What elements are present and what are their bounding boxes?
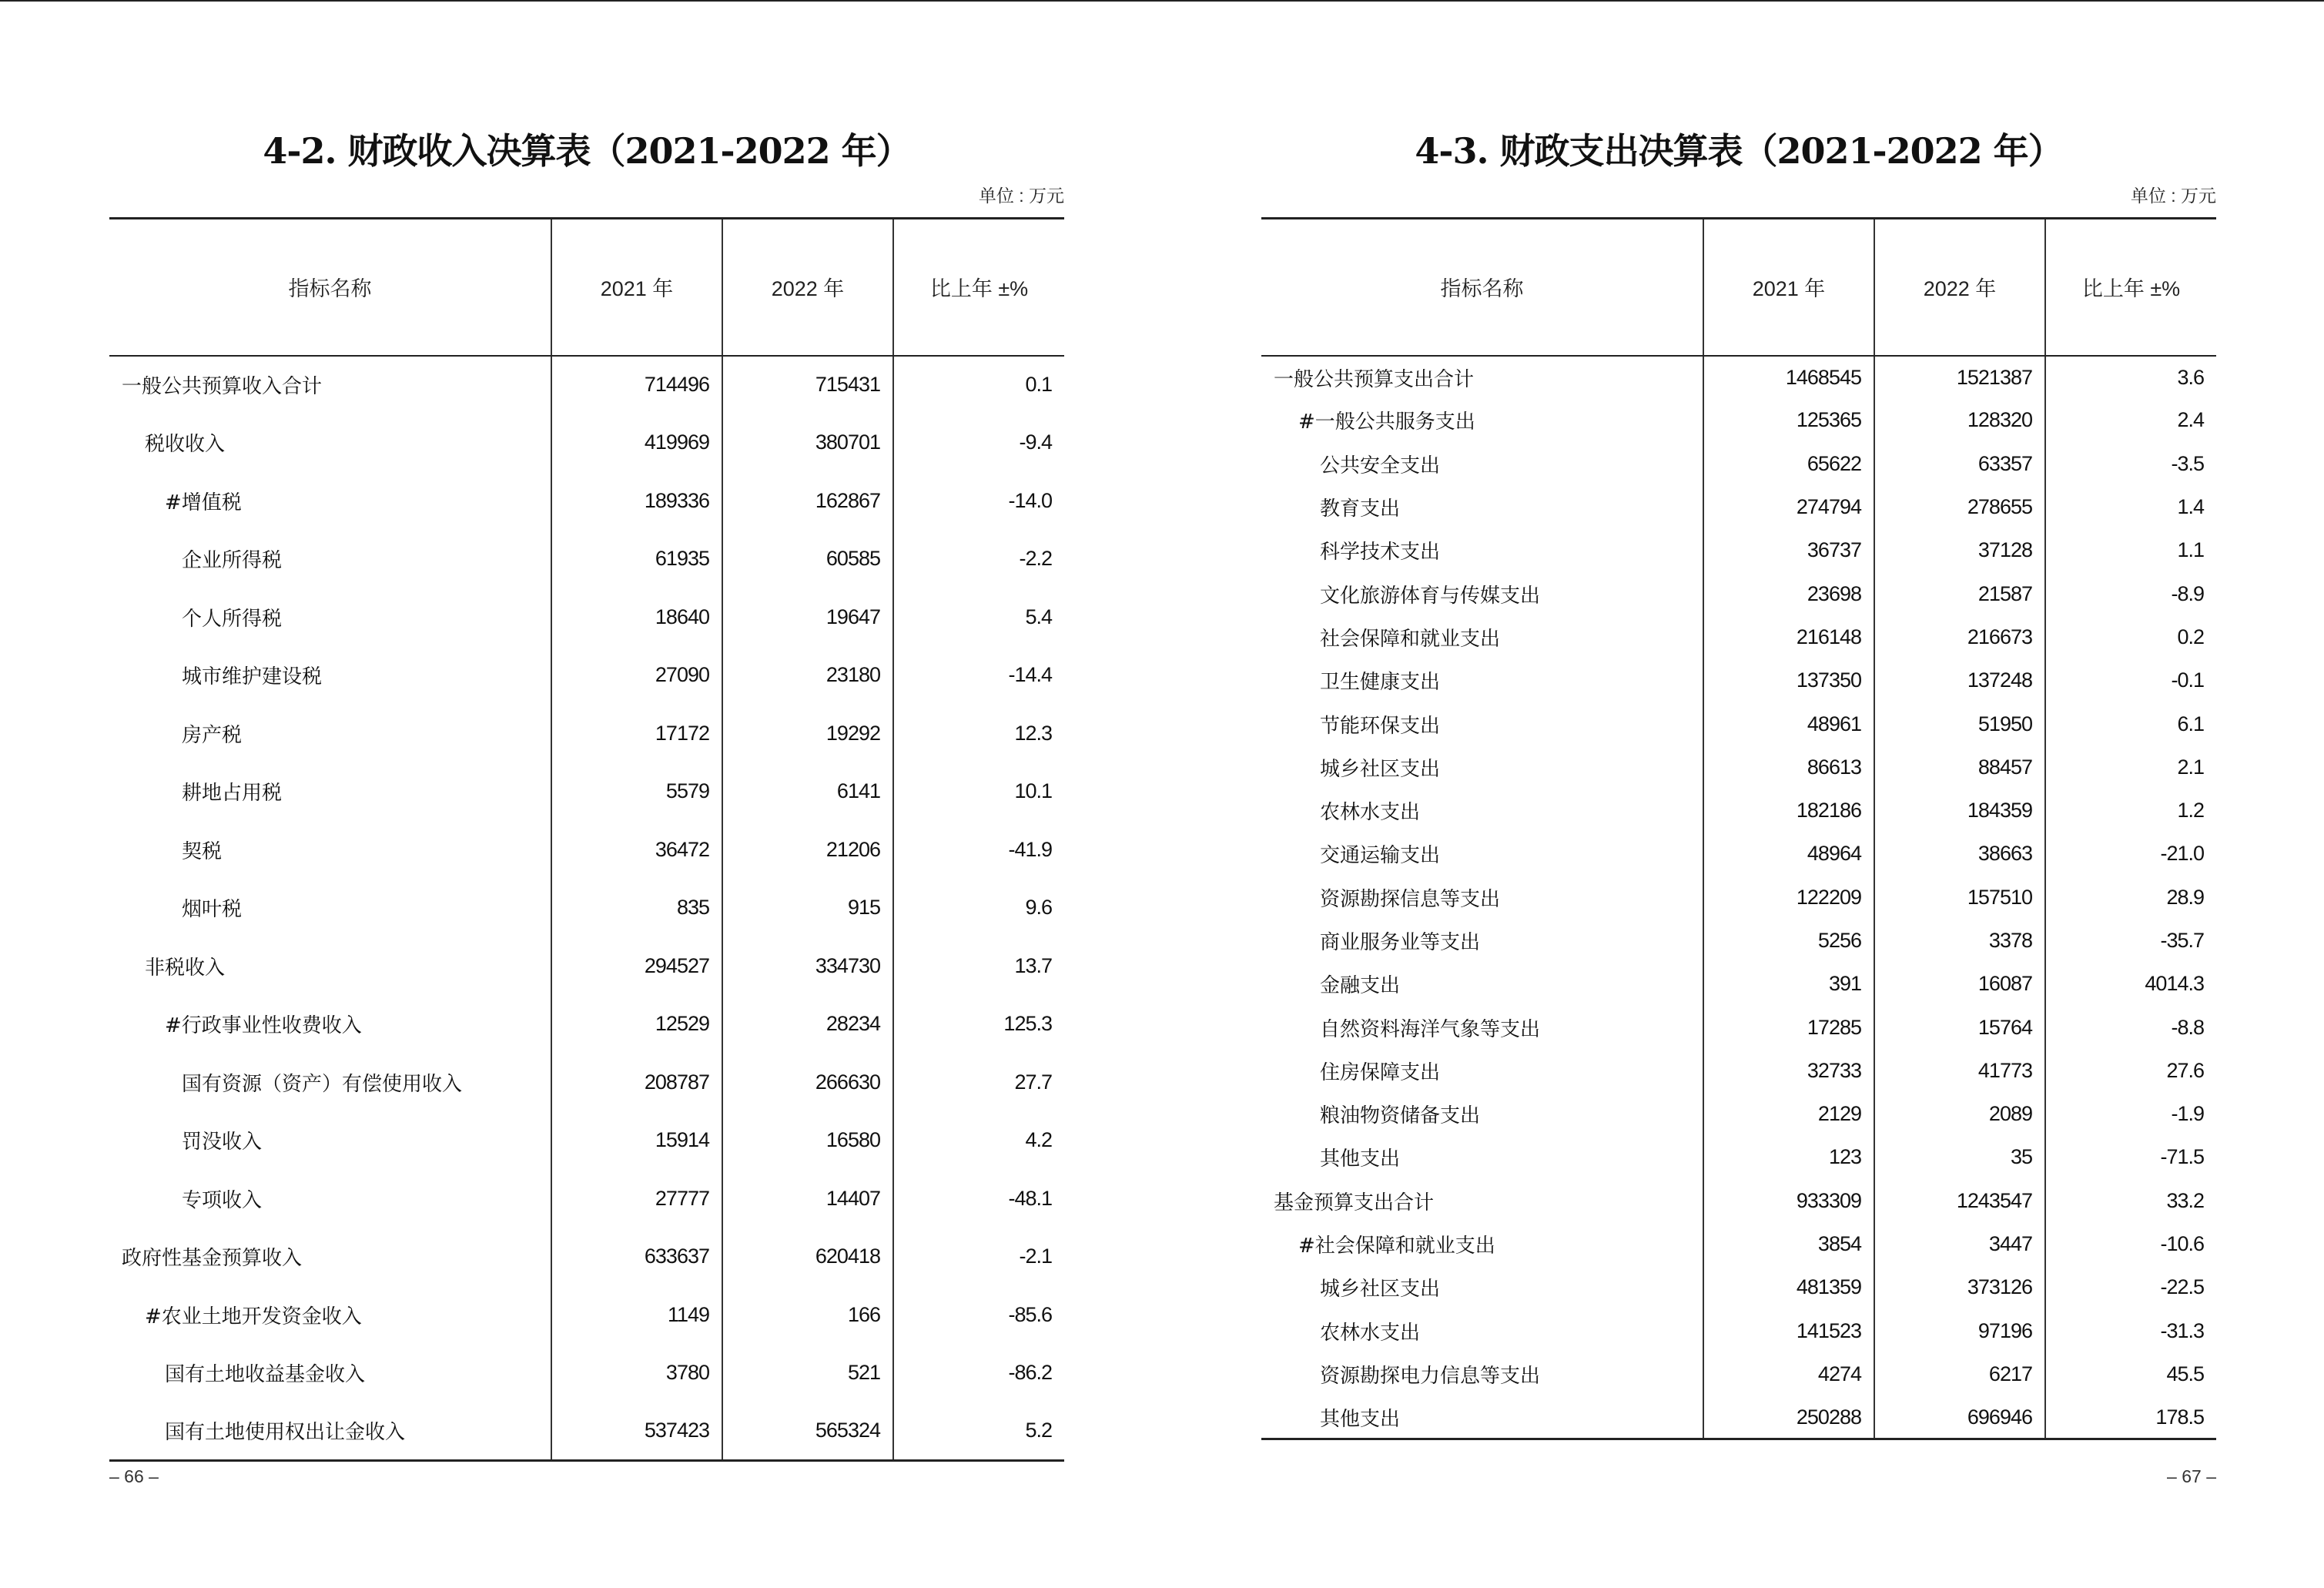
table-row xyxy=(1261,572,2216,615)
row-value-2021: 141523 xyxy=(1703,1309,1874,1352)
row-name: 耕地占用税 xyxy=(182,782,283,806)
row-value-2022: 184359 xyxy=(1874,789,2045,832)
table-row xyxy=(109,705,1064,763)
row-name: 文化旅游体育与传媒支出 xyxy=(1320,584,1541,608)
row-value-2022: 278655 xyxy=(1874,485,2045,528)
table-row xyxy=(109,1402,1064,1461)
row-name: 企业所得税 xyxy=(182,549,283,573)
row-value-2022: 15764 xyxy=(1874,1006,2045,1049)
row-change: -71.5 xyxy=(2045,1136,2216,1179)
row-value-2022: 565324 xyxy=(722,1402,893,1461)
row-name: 城乡社区支出 xyxy=(1320,1278,1441,1302)
row-name: 一般公共预算收入合计 xyxy=(122,375,323,399)
row-value-2022: 915 xyxy=(722,879,893,937)
row-value-2021: 189336 xyxy=(551,472,722,531)
row-value-2021: 419969 xyxy=(551,414,722,472)
row-change: 5.4 xyxy=(893,588,1064,647)
table-row xyxy=(109,762,1064,821)
row-name: 契税 xyxy=(182,839,223,863)
revenue-table-title: 4-2. 财政收入决算表（2021-2022 年） xyxy=(263,130,911,172)
row-value-2021: 274794 xyxy=(1703,485,1874,528)
page-number-right: – 67 – xyxy=(2167,1466,2216,1486)
row-value-2022: 41773 xyxy=(1874,1049,2045,1092)
table-row xyxy=(1261,1049,2216,1092)
row-value-2022: 21587 xyxy=(1874,572,2045,615)
row-value-2022: 620418 xyxy=(722,1228,893,1286)
row-name: 商业服务业等支出 xyxy=(1320,931,1481,954)
table-row xyxy=(109,937,1064,996)
expenditure-table-title: 4-3. 财政支出决算表（2021-2022 年） xyxy=(1415,130,2063,172)
row-value-2021: 250288 xyxy=(1703,1396,1874,1439)
row-change: 1.2 xyxy=(2045,789,2216,832)
row-value-2021: 633637 xyxy=(551,1228,722,1286)
row-change: 0.2 xyxy=(2045,615,2216,658)
table-row xyxy=(1261,529,2216,572)
table-row xyxy=(1261,1179,2216,1222)
table-row xyxy=(1261,919,2216,962)
row-value-2022: 37128 xyxy=(1874,529,2045,572)
row-value-2022: 216673 xyxy=(1874,615,2045,658)
page-top-border xyxy=(0,0,2324,2)
row-name: 个人所得税 xyxy=(182,607,283,631)
table-header-row xyxy=(1261,219,2216,356)
row-value-2022: 137248 xyxy=(1874,659,2045,702)
row-value-2021: 481359 xyxy=(1703,1266,1874,1309)
row-value-2021: 12529 xyxy=(551,995,722,1054)
table-row xyxy=(1261,789,2216,832)
revenue-table xyxy=(109,217,1064,1462)
table-row xyxy=(109,1344,1064,1402)
table-row xyxy=(109,1111,1064,1170)
table-row xyxy=(1261,615,2216,658)
revenue-unit-label: 单位 : 万元 xyxy=(978,186,1064,206)
row-change: 33.2 xyxy=(2045,1179,2216,1222)
row-change: -9.4 xyxy=(893,414,1064,472)
table-row xyxy=(1261,745,2216,789)
row-name: 其他支出 xyxy=(1320,1147,1401,1171)
row-value-2021: 208787 xyxy=(551,1054,722,1112)
expenditure-unit-label: 单位 : 万元 xyxy=(2130,186,2216,206)
row-value-2022: 380701 xyxy=(722,414,893,472)
row-value-2022: 162867 xyxy=(722,472,893,531)
row-value-2021: 5256 xyxy=(1703,919,1874,962)
row-value-2021: 48964 xyxy=(1703,833,1874,876)
column-header-2021: 2021 年 xyxy=(551,219,722,356)
table-row xyxy=(109,356,1064,414)
row-name: 住房保障支出 xyxy=(1320,1060,1441,1084)
table-row xyxy=(109,530,1064,588)
row-value-2021: 123 xyxy=(1703,1136,1874,1179)
table-row xyxy=(109,646,1064,705)
row-change: -31.3 xyxy=(2045,1309,2216,1352)
row-value-2022: 166 xyxy=(722,1286,893,1345)
table-row xyxy=(1261,1222,2216,1265)
table-row xyxy=(109,1170,1064,1228)
row-name: 资源勘探信息等支出 xyxy=(1320,887,1501,911)
row-value-2022: 334730 xyxy=(722,937,893,996)
row-value-2021: 23698 xyxy=(1703,572,1874,615)
row-change: -8.9 xyxy=(2045,572,2216,615)
row-name: 社会保障和就业支出 xyxy=(1320,627,1501,651)
table-row xyxy=(1261,1266,2216,1309)
row-value-2022: 63357 xyxy=(1874,442,2045,485)
row-value-2022: 38663 xyxy=(1874,833,2045,876)
row-name: 政府性基金预算收入 xyxy=(122,1247,303,1271)
row-name: 农林水支出 xyxy=(1320,1321,1421,1345)
row-value-2021: 2129 xyxy=(1703,1093,1874,1136)
column-header-2021: 2021 年 xyxy=(1703,219,1874,356)
row-name: #农业土地开发资金收入 xyxy=(145,1305,362,1328)
row-name: 资源勘探电力信息等支出 xyxy=(1320,1364,1541,1388)
column-header-2022: 2022 年 xyxy=(722,219,893,356)
row-name: 罚没收入 xyxy=(182,1131,263,1154)
row-change: 1.4 xyxy=(2045,485,2216,528)
row-name: 交通运输支出 xyxy=(1320,844,1441,868)
row-name: 非税收入 xyxy=(145,956,226,980)
row-change: 1.1 xyxy=(2045,529,2216,572)
row-value-2021: 36472 xyxy=(551,821,722,879)
row-name: 节能环保支出 xyxy=(1320,714,1441,738)
row-change: 2.1 xyxy=(2045,745,2216,789)
row-value-2022: 6217 xyxy=(1874,1352,2045,1395)
row-change: -0.1 xyxy=(2045,659,2216,702)
table-row xyxy=(109,1286,1064,1345)
row-change: 178.5 xyxy=(2045,1396,2216,1439)
row-value-2022: 88457 xyxy=(1874,745,2045,789)
table-row xyxy=(1261,876,2216,919)
row-change: 3.6 xyxy=(2045,356,2216,399)
row-change: 45.5 xyxy=(2045,1352,2216,1395)
row-value-2021: 835 xyxy=(551,879,722,937)
row-value-2021: 537423 xyxy=(551,1402,722,1461)
row-name: 教育支出 xyxy=(1320,498,1401,521)
row-name: 国有资源（资产）有偿使用收入 xyxy=(182,1072,463,1096)
row-value-2022: 521 xyxy=(722,1344,893,1402)
row-name: 烟叶税 xyxy=(182,898,243,922)
table-row xyxy=(1261,1309,2216,1352)
table-row xyxy=(1261,833,2216,876)
table-row xyxy=(1261,1006,2216,1049)
row-value-2021: 32733 xyxy=(1703,1049,1874,1092)
row-value-2022: 128320 xyxy=(1874,399,2045,442)
row-value-2021: 36737 xyxy=(1703,529,1874,572)
row-value-2022: 14407 xyxy=(722,1170,893,1228)
row-value-2022: 19292 xyxy=(722,705,893,763)
row-value-2022: 51950 xyxy=(1874,702,2045,745)
row-name: 其他支出 xyxy=(1261,1396,1703,1439)
row-value-2022: 1521387 xyxy=(1874,356,2045,399)
row-change: 125.3 xyxy=(893,995,1064,1054)
row-name: 城市维护建设税 xyxy=(182,665,323,689)
row-name: 自然资料海洋气象等支出 xyxy=(1320,1017,1541,1041)
row-change: 0.1 xyxy=(893,356,1064,414)
row-change: 5.2 xyxy=(893,1402,1064,1461)
column-header-change: 比上年 ±% xyxy=(893,219,1064,356)
row-change: -10.6 xyxy=(2045,1222,2216,1265)
row-value-2021: 4274 xyxy=(1703,1352,1874,1395)
row-change: 13.7 xyxy=(893,937,1064,996)
row-value-2022: 157510 xyxy=(1874,876,2045,919)
row-value-2022: 21206 xyxy=(722,821,893,879)
row-change: -2.1 xyxy=(893,1228,1064,1286)
row-change: 2.4 xyxy=(2045,399,2216,442)
column-header-2022: 2022 年 xyxy=(1874,219,2045,356)
row-change: 28.9 xyxy=(2045,876,2216,919)
row-name: #增值税 xyxy=(165,491,242,514)
row-name: 农林水支出 xyxy=(1320,801,1421,825)
table-row xyxy=(1261,1396,2216,1439)
expenditure-table xyxy=(1261,217,2216,1440)
row-name: 基金预算支出合计 xyxy=(1274,1191,1435,1214)
row-value-2021: 137350 xyxy=(1703,659,1874,702)
column-header-change: 比上年 ±% xyxy=(2045,219,2216,356)
row-value-2021: 1468545 xyxy=(1703,356,1874,399)
row-value-2022: 715431 xyxy=(722,356,893,414)
table-row xyxy=(109,588,1064,647)
row-change: 10.1 xyxy=(893,762,1064,821)
row-value-2022: 23180 xyxy=(722,646,893,705)
row-change: -48.1 xyxy=(893,1170,1064,1228)
row-value-2021: 65622 xyxy=(1703,442,1874,485)
table-row xyxy=(1261,1136,2216,1179)
row-value-2022: 16087 xyxy=(1874,963,2045,1006)
row-change: 12.3 xyxy=(893,705,1064,763)
row-value-2021: 125365 xyxy=(1703,399,1874,442)
table-row xyxy=(1261,442,2216,485)
table-row xyxy=(109,472,1064,531)
row-value-2021: 5579 xyxy=(551,762,722,821)
row-name: #社会保障和就业支出 xyxy=(1298,1235,1495,1258)
table-row xyxy=(1261,659,2216,702)
row-name: 房产税 xyxy=(182,723,243,747)
table-row xyxy=(1261,356,2216,399)
row-value-2022: 28234 xyxy=(722,995,893,1054)
row-name: 金融支出 xyxy=(1320,974,1401,998)
row-value-2022: 373126 xyxy=(1874,1266,2045,1309)
row-value-2022: 6141 xyxy=(722,762,893,821)
table-row xyxy=(1261,1352,2216,1395)
row-value-2021: 1149 xyxy=(551,1286,722,1345)
row-value-2021: 15914 xyxy=(551,1111,722,1170)
row-value-2022: 16580 xyxy=(722,1111,893,1170)
row-value-2021: 122209 xyxy=(1703,876,1874,919)
row-change: -86.2 xyxy=(893,1344,1064,1402)
row-value-2021: 3780 xyxy=(551,1344,722,1402)
row-name: 公共安全支出 xyxy=(1320,454,1441,477)
row-change: -3.5 xyxy=(2045,442,2216,485)
row-change: 4.2 xyxy=(893,1111,1064,1170)
row-value-2021: 48961 xyxy=(1703,702,1874,745)
table-row xyxy=(109,1054,1064,1112)
row-change: 27.6 xyxy=(2045,1049,2216,1092)
row-change: -14.4 xyxy=(893,646,1064,705)
row-name: 国有土地收益基金收入 xyxy=(165,1363,366,1387)
table-header-row xyxy=(109,219,1064,356)
row-value-2022: 1243547 xyxy=(1874,1179,2045,1222)
row-change: -8.8 xyxy=(2045,1006,2216,1049)
row-value-2021: 3854 xyxy=(1703,1222,1874,1265)
row-value-2021: 216148 xyxy=(1703,615,1874,658)
table-row xyxy=(109,879,1064,937)
row-value-2021: 86613 xyxy=(1703,745,1874,789)
table-row xyxy=(1261,399,2216,442)
row-value-2021: 61935 xyxy=(551,530,722,588)
row-value-2022: 696946 xyxy=(1874,1396,2045,1439)
row-name: 税收收入 xyxy=(145,433,226,457)
row-change: -14.0 xyxy=(893,472,1064,531)
row-value-2021: 27090 xyxy=(551,646,722,705)
row-value-2022: 19647 xyxy=(722,588,893,647)
row-name: 国有土地使用权出让金收入 xyxy=(109,1402,551,1461)
table-row xyxy=(109,821,1064,879)
row-value-2021: 18640 xyxy=(551,588,722,647)
row-name: 卫生健康支出 xyxy=(1320,671,1441,695)
table-row xyxy=(1261,963,2216,1006)
table-row xyxy=(109,995,1064,1054)
column-header-indicator: 指标名称 xyxy=(1261,219,1703,356)
row-change: 4014.3 xyxy=(2045,963,2216,1006)
row-change: -35.7 xyxy=(2045,919,2216,962)
row-name: 一般公共预算支出合计 xyxy=(1274,367,1475,391)
row-value-2022: 266630 xyxy=(722,1054,893,1112)
row-change: -2.2 xyxy=(893,530,1064,588)
page-number-left: – 66 – xyxy=(109,1466,159,1486)
row-name: 专项收入 xyxy=(182,1188,263,1212)
row-value-2022: 60585 xyxy=(722,530,893,588)
row-value-2021: 391 xyxy=(1703,963,1874,1006)
row-value-2021: 714496 xyxy=(551,356,722,414)
table-row xyxy=(1261,485,2216,528)
row-name: #一般公共服务支出 xyxy=(1298,410,1475,434)
table-row xyxy=(1261,702,2216,745)
table-row xyxy=(109,414,1064,472)
row-change: -85.6 xyxy=(893,1286,1064,1345)
row-change: -21.0 xyxy=(2045,833,2216,876)
row-value-2021: 182186 xyxy=(1703,789,1874,832)
row-change: 27.7 xyxy=(893,1054,1064,1112)
row-value-2021: 17285 xyxy=(1703,1006,1874,1049)
table-row xyxy=(109,1228,1064,1286)
row-name: 粮油物资储备支出 xyxy=(1320,1104,1481,1128)
row-value-2021: 933309 xyxy=(1703,1179,1874,1222)
row-change: -22.5 xyxy=(2045,1266,2216,1309)
row-value-2022: 3447 xyxy=(1874,1222,2045,1265)
row-name: #行政事业性收费收入 xyxy=(165,1014,362,1038)
row-value-2021: 294527 xyxy=(551,937,722,996)
row-name: 城乡社区支出 xyxy=(1320,757,1441,781)
row-name: 科学技术支出 xyxy=(1320,541,1441,565)
column-header-indicator: 指标名称 xyxy=(109,219,551,356)
row-value-2022: 3378 xyxy=(1874,919,2045,962)
row-value-2022: 35 xyxy=(1874,1136,2045,1179)
row-value-2021: 17172 xyxy=(551,705,722,763)
row-value-2021: 27777 xyxy=(551,1170,722,1228)
row-change: 9.6 xyxy=(893,879,1064,937)
row-change: -1.9 xyxy=(2045,1093,2216,1136)
row-value-2022: 97196 xyxy=(1874,1309,2045,1352)
table-row xyxy=(1261,1093,2216,1136)
row-change: -41.9 xyxy=(893,821,1064,879)
row-change: 6.1 xyxy=(2045,702,2216,745)
row-value-2022: 2089 xyxy=(1874,1093,2045,1136)
